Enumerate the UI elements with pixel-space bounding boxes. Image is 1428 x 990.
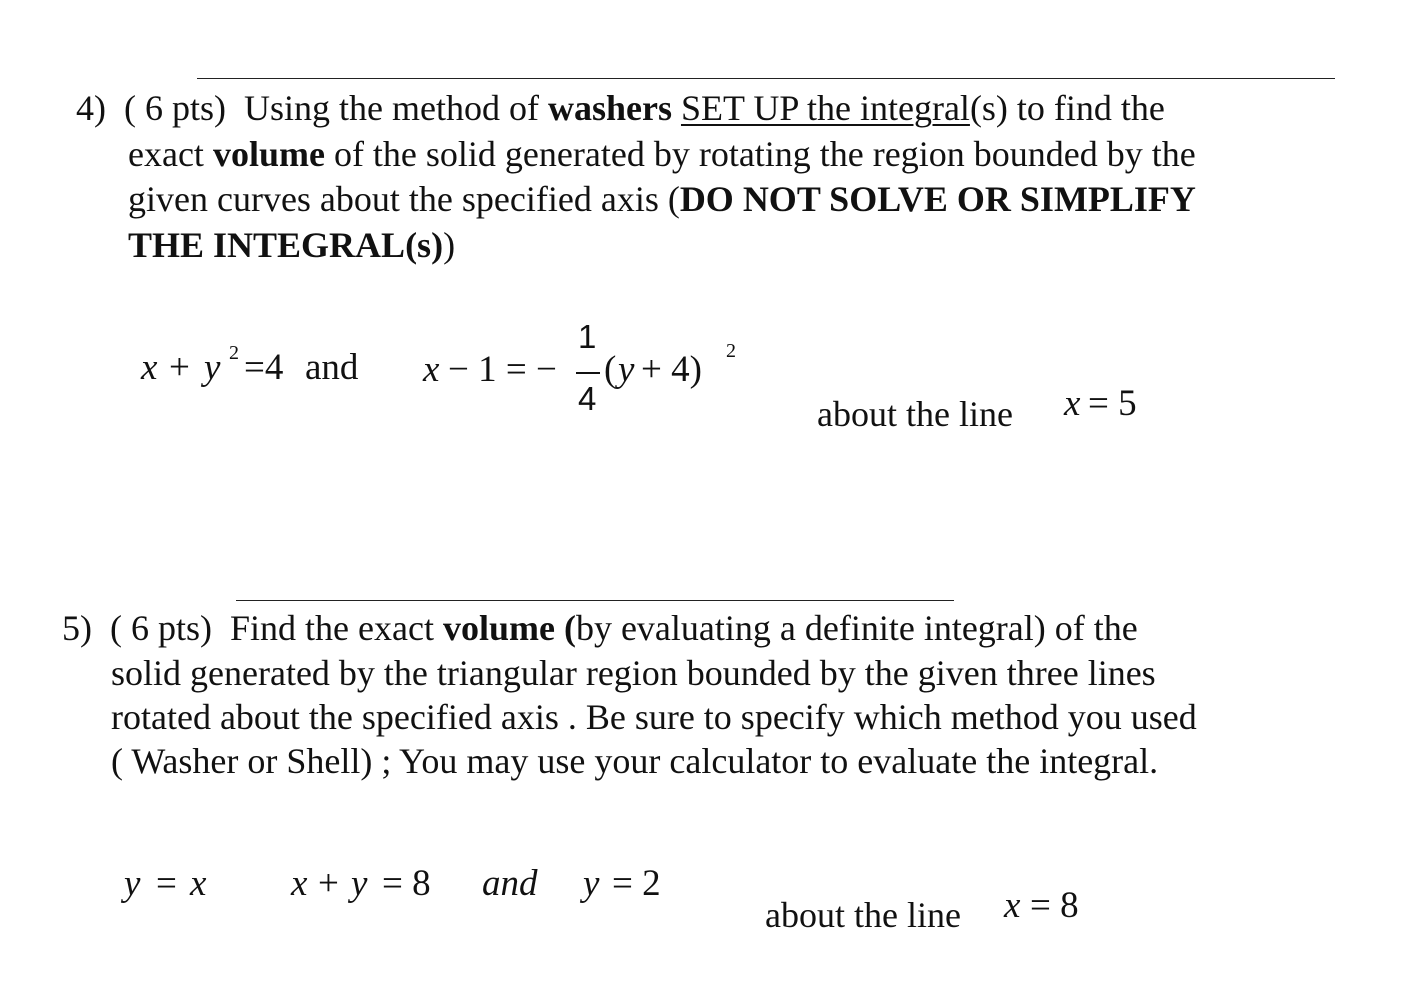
curve1-equals: =4 — [244, 347, 284, 388]
eq1-y: y — [124, 863, 141, 904]
curve2-paren-open: ( — [604, 349, 617, 390]
problem5-and: and — [482, 863, 538, 904]
problem4-axis-var: x — [1064, 383, 1081, 424]
problem4-line3-start: given curves about the specified axis ( — [128, 179, 680, 219]
curve1-exponent: 2 — [229, 342, 239, 364]
curve2-y: y — [618, 349, 635, 390]
curve2-x: x — [423, 349, 440, 390]
problem5-axis-var: x — [1004, 885, 1021, 926]
curve1-plus: + — [169, 347, 190, 388]
problem4-line3-bold: DO NOT SOLVE OR SIMPLIFY — [679, 179, 1196, 219]
eq2-equals: = 8 — [382, 863, 431, 904]
eq3-equals: = 2 — [612, 863, 661, 904]
problem5-axis-eq: = 8 — [1030, 885, 1079, 926]
curve1-x: x — [141, 347, 158, 388]
problem5-points: ( 6 pts) — [110, 608, 212, 648]
problem4-setup-underlined: SET UP the integral — [680, 88, 970, 128]
problem5-paren-bold: ( — [563, 608, 576, 648]
problem4-line2 — [128, 132, 1196, 177]
problem5-axis-text: about the line — [765, 895, 961, 935]
problem4-line4-end: ) — [443, 225, 456, 265]
problem4-line1 — [76, 86, 1165, 131]
problem5-line3: rotated about the specified axis . Be sure to specify which method you used — [111, 697, 1197, 737]
problem5-line1-rest: by evaluating a definite integral) of the — [575, 608, 1138, 648]
problem5-number: 5) — [62, 608, 92, 648]
problem5-line2: solid generated by the triangular region bounded by the given three lines — [111, 653, 1156, 693]
answer-rule-top — [197, 78, 1335, 79]
problem5-line1 — [62, 606, 1138, 651]
eq2-y: y — [351, 863, 368, 904]
problem4-intro: Using the method of — [244, 88, 539, 128]
problem4-axis-eq: = 5 — [1088, 383, 1137, 424]
curve2-numerator: 1 — [578, 318, 597, 355]
problem5-line4: ( Washer or Shell) ; You may use your calculator to evaluate the integral. — [111, 741, 1159, 781]
problem4-axis-text: about the line — [817, 394, 1013, 434]
curve2-plus4: + 4) — [641, 349, 702, 390]
problem4-line2-start: exact — [128, 134, 204, 174]
problem4-method-bold: washers — [547, 88, 672, 128]
problem4-line4 — [128, 223, 455, 268]
answer-rule-middle — [236, 600, 954, 601]
problem4-number: 4) — [76, 88, 106, 128]
problem4-line2-rest: of the solid generated by rotating the region bounded by the — [333, 134, 1196, 174]
curve2-exponent: 2 — [726, 340, 736, 362]
eq1-equals: = — [156, 863, 177, 904]
problem4-line4-bold: THE INTEGRAL(s) — [128, 225, 444, 265]
eq3-y: y — [583, 863, 600, 904]
eq1-x: x — [190, 863, 207, 904]
problem4-points: ( 6 pts) — [124, 88, 226, 128]
problem5-volume-bold: volume — [442, 608, 555, 648]
eq2-x: x — [291, 863, 308, 904]
problem4-line3 — [128, 177, 1196, 222]
problem4-volume-bold: volume — [212, 134, 325, 174]
problem5-line1-start: Find the exact — [230, 608, 434, 648]
curve1-y: y — [204, 347, 221, 388]
curve2-minus-one: − 1 = − — [448, 349, 557, 390]
eq2-plus: + — [318, 863, 339, 904]
curve2-denominator: 4 — [578, 380, 597, 417]
curve1-and: and — [305, 347, 359, 388]
problem4-after-setup: (s) to find the — [969, 88, 1165, 128]
curve2-fraction-bar — [576, 372, 600, 374]
